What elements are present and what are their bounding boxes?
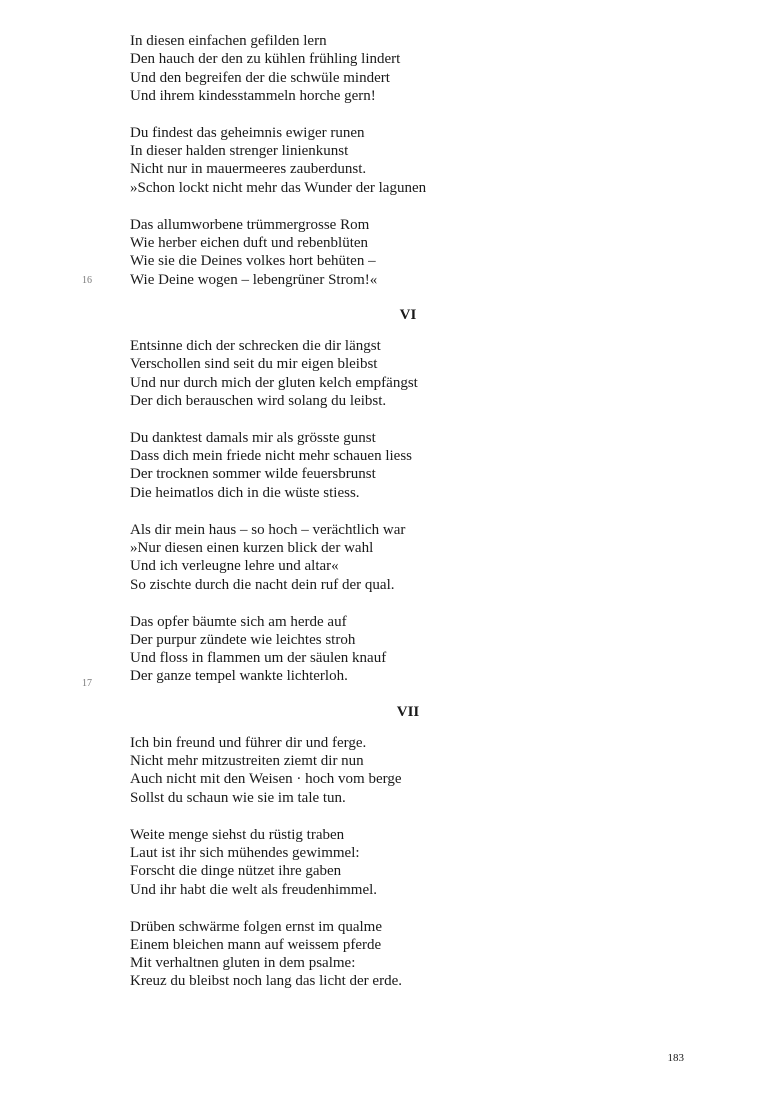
verse-line: Laut ist ihr sich mühendes gewimmel:: [130, 844, 360, 861]
verse-line: Wie sie die Deines volkes hort behüten –: [130, 253, 376, 270]
verse-line: Du danktest damals mir als grösste gunst: [130, 429, 376, 446]
section-heading-label: VII: [396, 703, 420, 720]
verse-line: In diesen einfachen gefilden lern: [130, 33, 327, 49]
verse-line: Einem bleichen mann auf weissem pferde: [130, 936, 382, 953]
verse-line: Forscht die dinge nützet ihre gaben: [130, 863, 342, 880]
verse-line: Dass dich mein friede nicht mehr schauen liess: [130, 448, 412, 465]
verse-line: Und ihrem kindesstammeln horche gern!: [130, 87, 376, 104]
verse-line: Die heimatlos dich in die wüste stiess.: [130, 484, 360, 501]
verse-line: Der trocknen sommer wilde feuersbrunst: [130, 466, 376, 483]
verse-line: Wie Deine wogen – lebengrüner Strom!«: [130, 271, 378, 288]
verse-line: Auch nicht mit den Weisen · hoch vom berge: [130, 771, 402, 788]
verse-line: Und ich verleugne lehre und altar«: [130, 558, 339, 575]
stanza: [130, 429, 690, 502]
verse-line: Und ihr habt die welt als freudenhimmel.: [130, 881, 378, 898]
section-heading-vi: [130, 306, 686, 324]
stanza: [130, 613, 690, 686]
verse-line: Das allumworbene trümmergrosse Rom: [130, 216, 370, 233]
verse-line: So zischte durch die nacht dein ruf der qual.: [130, 576, 395, 593]
verse-line: Kreuz du bleibst noch lang das licht der erde.: [130, 973, 402, 990]
verse-line: Den hauch der den zu kühlen frühling lindert: [130, 51, 401, 68]
verse-line: Und nur durch mich der gluten kelch empfängst: [130, 374, 418, 391]
verse-line: Drüben schwärme folgen ernst im qualme: [130, 918, 383, 935]
verse-line: Das opfer bäumte sich am herde auf: [130, 613, 347, 630]
verse-line: Als dir mein haus – so hoch – verächtlich war: [130, 521, 406, 538]
verse-line: Und floss in flammen um der säulen knauf: [130, 650, 387, 667]
stanza: [130, 918, 690, 991]
verse-line: Sollst du schaun wie sie im tale tun.: [130, 789, 346, 806]
verse-line: Ich bin freund und führer dir und ferge.: [130, 734, 367, 751]
page-number: 183: [667, 1052, 684, 1064]
stanza: [130, 124, 690, 197]
stanza: [130, 826, 690, 899]
verse-line: Der purpur zündete wie leichtes stroh: [130, 631, 356, 648]
verse-line: Entsinne dich der schrecken die dir längst: [130, 337, 381, 354]
verse-line: Nicht nur in mauermeeres zauberdunst.: [130, 161, 367, 178]
verse-line: Du findest das geheimnis ewiger runen: [130, 124, 365, 141]
stanza: [130, 337, 690, 410]
verse-line: Nicht mehr mitzustreiten ziemt dir nun: [130, 753, 364, 770]
stanza: [130, 216, 690, 289]
verse-line: In dieser halden strenger linienkunst: [130, 143, 349, 160]
verse-line: »Nur diesen einen kurzen blick der wahl: [130, 539, 374, 556]
verse-line: Und den begreifen der die schwüle mindert: [130, 69, 390, 86]
verse-line: Weite menge siehst du rüstig traben: [130, 826, 345, 843]
poem-text: [130, 32, 690, 991]
verse-line: Mit verhaltnen gluten in dem psalme:: [130, 955, 356, 972]
verse-line: »Schon lockt nicht mehr das Wunder der lagunen: [130, 179, 427, 196]
verse-line: Verschollen sind seit du mir eigen bleibst: [130, 356, 378, 373]
stanza: [130, 521, 690, 594]
verse-line: Wie herber eichen duft und rebenblüten: [130, 235, 369, 252]
verse-line: Der dich berauschen wird solang du leibst.: [130, 392, 387, 409]
line-number-17: 17: [82, 678, 92, 689]
verse-line: Der ganze tempel wankte lichterloh.: [130, 668, 348, 685]
line-number-16: 16: [82, 275, 92, 286]
stanza: [130, 32, 690, 105]
section-heading-vii: [130, 703, 686, 721]
section-heading-label: VI: [399, 306, 417, 323]
stanza: [130, 734, 690, 807]
